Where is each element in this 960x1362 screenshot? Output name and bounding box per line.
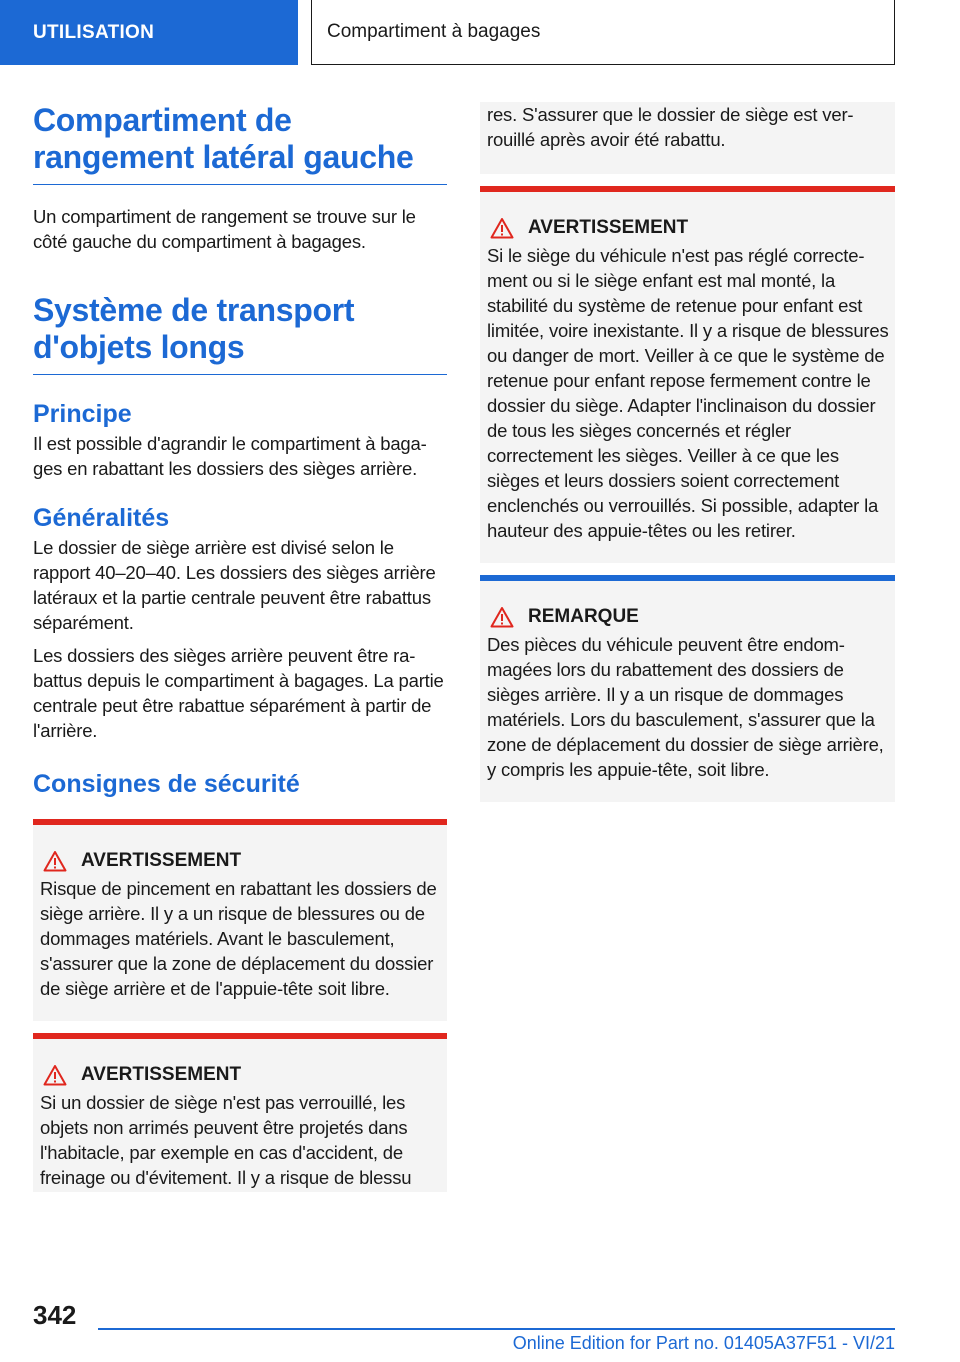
paragraph-principe: Il est possible d'agrandir le compartiment à bagages en rabattant les dossiers des sièges arrière. — [33, 433, 427, 479]
note-text: Des pièces du véhicule peuvent être endommagées lors du rabattement des dossiers de sièges arrière. Il y a un risque de dommages matériels. Lors du basculement, s'assurer que la zone de déplacement du dossier de siège arrière, y compris les appuie-tête, soit libre. — [487, 634, 884, 780]
note-title: REMARQUE — [528, 606, 639, 627]
chapter-title — [311, 0, 895, 65]
warning-box-2 — [33, 1033, 447, 1192]
warning-text: Risque de pincement en rabattant les dossiers de siège arrière. Il y a un risque de blessures ou de dommages matériels. Avant le basculement, s'assurer que la zone de déplacement du dossier de siège arrière et de l'appuie-tête soit libre. — [40, 878, 437, 999]
heading-compartiment: Compartiment de rangement latéral gauche — [33, 102, 447, 185]
warning-text-continued: res. S'assurer que le dossier de siège est verrouillé après avoir été rabattu. — [487, 104, 854, 150]
warning-text: Si un dossier de siège n'est pas verrouillé, les objets non arrimés peuvent être projetés dans l'habitacle, par exemple en cas d'accident, de freinage ou d'évitement. Il y a risque de blessu — [40, 1092, 412, 1188]
warning-bar — [33, 1033, 447, 1039]
warning-title: AVERTISSEMENT — [81, 1064, 242, 1085]
heading-consignes: Consignes de sécurité — [33, 770, 300, 798]
chapter-title-text: Compartiment à bagages — [327, 21, 541, 42]
left-column — [33, 102, 447, 1192]
warning-box-3 — [480, 186, 895, 563]
warning-box-1 — [33, 819, 447, 1021]
warning-bar — [33, 819, 447, 825]
note-box — [480, 575, 895, 802]
warning-title: AVERTISSEMENT — [528, 217, 689, 238]
warning-title-row — [487, 215, 889, 241]
note-bar — [480, 575, 895, 581]
section-tab: UTILISATION — [0, 0, 298, 65]
warning-triangle-icon — [43, 850, 67, 872]
heading-generalites: Généralités — [33, 504, 170, 532]
warning-text: Si le siège du véhicule n'est pas réglé correctement ou si le siège enfant est mal monté, la stabilité du système de retenue pour enfant est limitée, voire inexistante. Il y a risque de blessures ou danger de mort. Veiller à ce que le système de retenue pour enfant repose fermement contre le dossier du siège. Adapter l'inclinaison du dossier de tous les sièges concernés et régler correctement les sièges. Veiller à ce que les sièges et leurs dossiers soient correctement enclenchés ou verrouillés. Si possible, adapter la hauteur des appuie-têtes ou les retirer. — [487, 245, 889, 541]
warning-box-2-continued — [480, 102, 895, 174]
right-column — [480, 102, 895, 802]
warning-bar — [480, 186, 895, 192]
warning-triangle-icon — [43, 1064, 67, 1086]
warning-title: AVERTISSEMENT — [81, 850, 242, 871]
page-number: 342 — [33, 1300, 77, 1330]
paragraph-generalites-1: Le dossier de siège arrière est divisé selon le rapport 40–20–40. Les dossiers des sièges arrière latéraux et la partie centrale peuvent être rabattus séparément. — [33, 537, 436, 633]
warning-triangle-icon — [490, 606, 514, 628]
footer-divider — [98, 1328, 895, 1330]
paragraph-generalites-2: Les dossiers des sièges arrière peuvent être rabattus depuis le compartiment à bagages. La partie centrale peut être rabattue séparément à partir de l'arrière. — [33, 645, 444, 741]
warning-title-row — [40, 1062, 441, 1088]
footer-edition: Online Edition for Part no. 01405A37F51 - VI/21 — [512, 1333, 895, 1353]
note-title-row — [487, 604, 889, 630]
heading-principe: Principe — [33, 400, 132, 428]
heading-systeme-transport: Système de transport d'objets longs — [33, 292, 447, 375]
warning-triangle-icon — [490, 217, 514, 239]
paragraph-compartiment: Un compartiment de rangement se trouve sur le côté gauche du compartiment à bagages. — [33, 206, 416, 252]
warning-title-row — [40, 848, 441, 874]
